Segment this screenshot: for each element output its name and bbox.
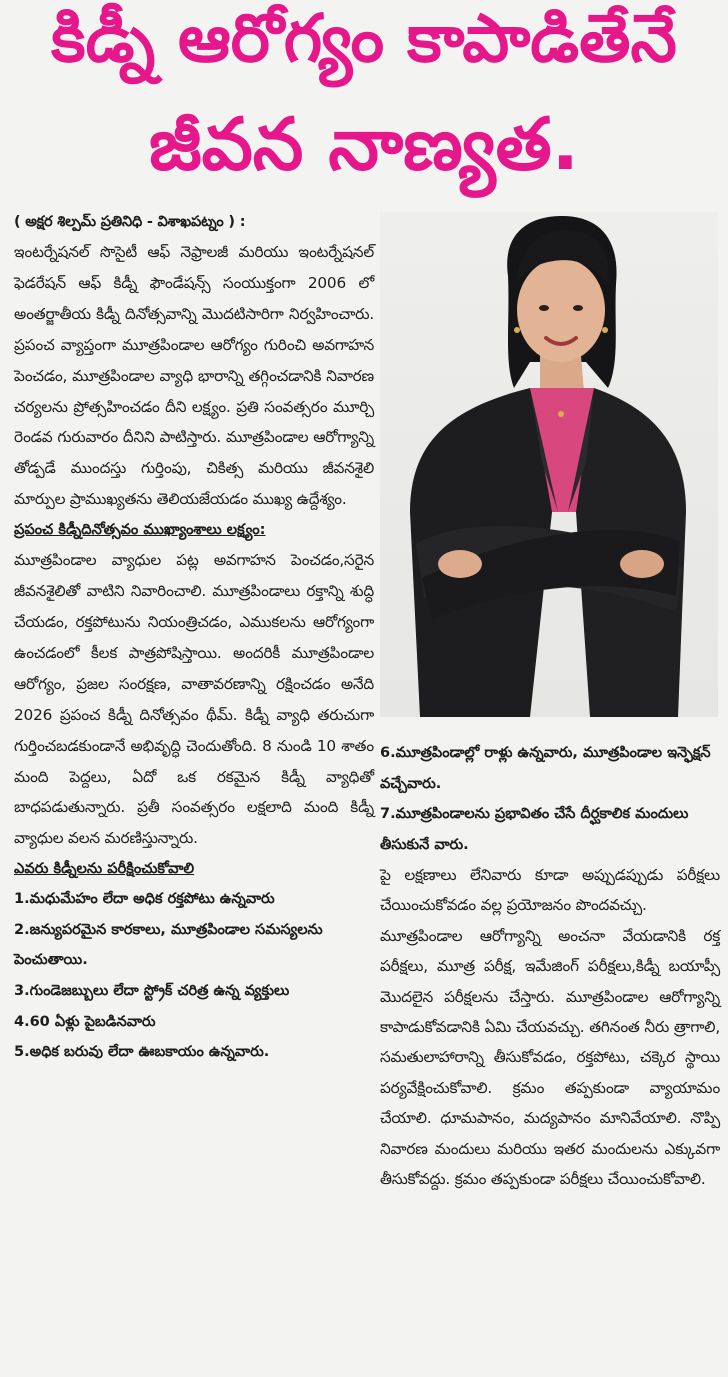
subheading-who-should-test: ఎవరు కిడ్నీలను పరీక్షించుకోవాలి <box>14 860 195 878</box>
right-paragraph-2: మూత్రపిండాల ఆరోగ్యాన్ని అంచనా వేయడానికి రక్త పరీక్షలు, మూత్ర పరీక్ష, ఇమేజింగ్ పరీక్షలు,కిడ్నీ బయాప్సీ మొదలైన పరీక్షలను చేస్తారు. మూత్రపిండాల ఆరోగ్యాన్ని కాపాడుకోవడానికి ఏమి చేయవచ్చు. తగినంత నీరు త్రాగాలి, సమతులాహారాన్ని తీసుకోవడం, రక్తపోటు, చక్కెర స్థాయి పర్యవేక్షించుకోవాలి. క్రమం తప్పకుండా వ్యాయామం చేయాలి. ధూమపానం, మద్యపానం మానివేయాలి. నొప్పి నివారణ మందులు మరియు ఇతర మందులను ఎక్కువగా తీసుకోవద్దు. క్రమం తప్పకుండా పరీక్షలు చేయించుకోవాలి. <box>380 926 720 1189</box>
list-item: 5.అధిక బరువు లేదా ఊబకాయం ఉన్నవారు. <box>14 1044 270 1061</box>
list-item: 7.మూత్రపిండాలను ప్రభావితం చేసే దీర్ఘకాలిక మందులు తీసుకునే వారు. <box>380 806 689 853</box>
list-item: 6.మూత్రపిండాల్లో రాళ్లు ఉన్నవారు, మూత్రపిండాల ఇన్ఫెక్షన్ వచ్చేవారు. <box>380 745 711 792</box>
headline-line-1: కిడ్నీ ఆరోగ్యం కాపాడితేనే <box>51 0 677 77</box>
left-column <box>14 207 374 1068</box>
body-paragraph: మూత్రపిండాల వ్యాధుల పట్ల అవగాహన పెంచడం,సరైన జీవనశైలితో వాటిని నివారించాలి. మూత్రపిండాలు రక్తాన్ని శుద్ధి చేయడం, రక్తపోటును నియంత్రిచడం, ఎముకలను ఆరోగ్యంగా ఉంచడంలో కీలక పాత్రపోషిస్తాయి. అందరికీ మూత్రపిండాల ఆరోగ్యం, ప్రజల సంరక్షణ, వాతావరణాన్ని రక్షించడం అనేది 2026 ప్రపంచ కిడ్నీ దినోత్సవం థీమ్. కిడ్నీ వ్యాధి తరుచుగా గుర్తించబడకుండానే అభివృద్ధి చెందుతోంది. 8 నుండి 10 శాతం మంది పెద్దలు, ఏదో ఒక రకమైన కిడ్నీ వ్యాధితో బాధపడుతున్నారు. ప్రతీ సంవత్సరం లక్షలాది మంది కిడ్నీ వ్యాధుల వలన మరణిస్తున్నారు. <box>14 551 374 848</box>
subheading-objectives: ప్రపంచ కిడ్నీదినోత్సవం ముఖ్యాంశాలు లక్ష్యం: <box>14 521 266 539</box>
right-paragraph-1: పై లక్షణాలు లేనివారు కూడా అప్పుడప్పుడు పరీక్షలు చేయించుకోవడం వల్ల ప్రయోజనం పొందవచ్చు. <box>380 866 720 915</box>
list-item: 4.60 ఏళ్లు పైబడినవారు <box>14 1013 156 1030</box>
headline <box>0 0 728 200</box>
intro-paragraph: ఇంటర్నేషనల్ సొసైటీ ఆఫ్ నెఫ్రాలజీ మరియు ఇంటర్నేషనల్ ఫెడరేషన్ ఆఫ్ కిడ్నీ ఫౌండేషన్స్ సంయుక్తంగా 2006 లో అంతర్జాతీయ కిడ్నీ దినోత్సవాన్ని మొదటిసారిగా నిర్వహించారు. ప్రపంచ వ్యాప్తంగా మూత్రపిండాల ఆరోగ్యం గురించి అవగాహన పెంచడం, మూత్రపిండాల వ్యాధి భారాన్ని తగ్గించడానికి నివారణ చర్యలను ప్రోత్సహించడం దీని లక్ష్యం. ప్రతి సంవత్సరం మూర్చి రెండవ గురువారం దీనిని పాటిస్తారు. మూత్రపిండాల ఆరోగ్యాన్ని తోడ్పడే ముందస్తు గుర్తింపు, చికిత్స మరియు జీవనశైలి మార్పుల ప్రాముఖ్యతను తెలియజేయడం ముఖ్య ఉద్దేశ్యం. <box>14 243 374 509</box>
list-item: 2.జన్యుపరమైన కారకాలు, మూత్రపిండాల సమస్యలను పెంచుతాయి. <box>14 921 323 969</box>
list-item: 3.గుండెజబ్బులు లేదా స్ట్రోక్ చరిత్ర ఉన్న వ్యక్తులు <box>14 983 290 999</box>
portrait-illustration <box>380 212 718 717</box>
headline-line-2: జీవన నాణ్యత. <box>148 102 580 186</box>
portrait-photo <box>380 212 718 717</box>
list-item: 1.మధుమేహం లేదా అధిక రక్తపోటు ఉన్నవారు <box>14 891 275 908</box>
byline: ( అక్షర శిల్పమ్ ప్రతినిధి - విశాఖపట్నం ) : <box>14 214 246 230</box>
right-column <box>380 738 720 1194</box>
